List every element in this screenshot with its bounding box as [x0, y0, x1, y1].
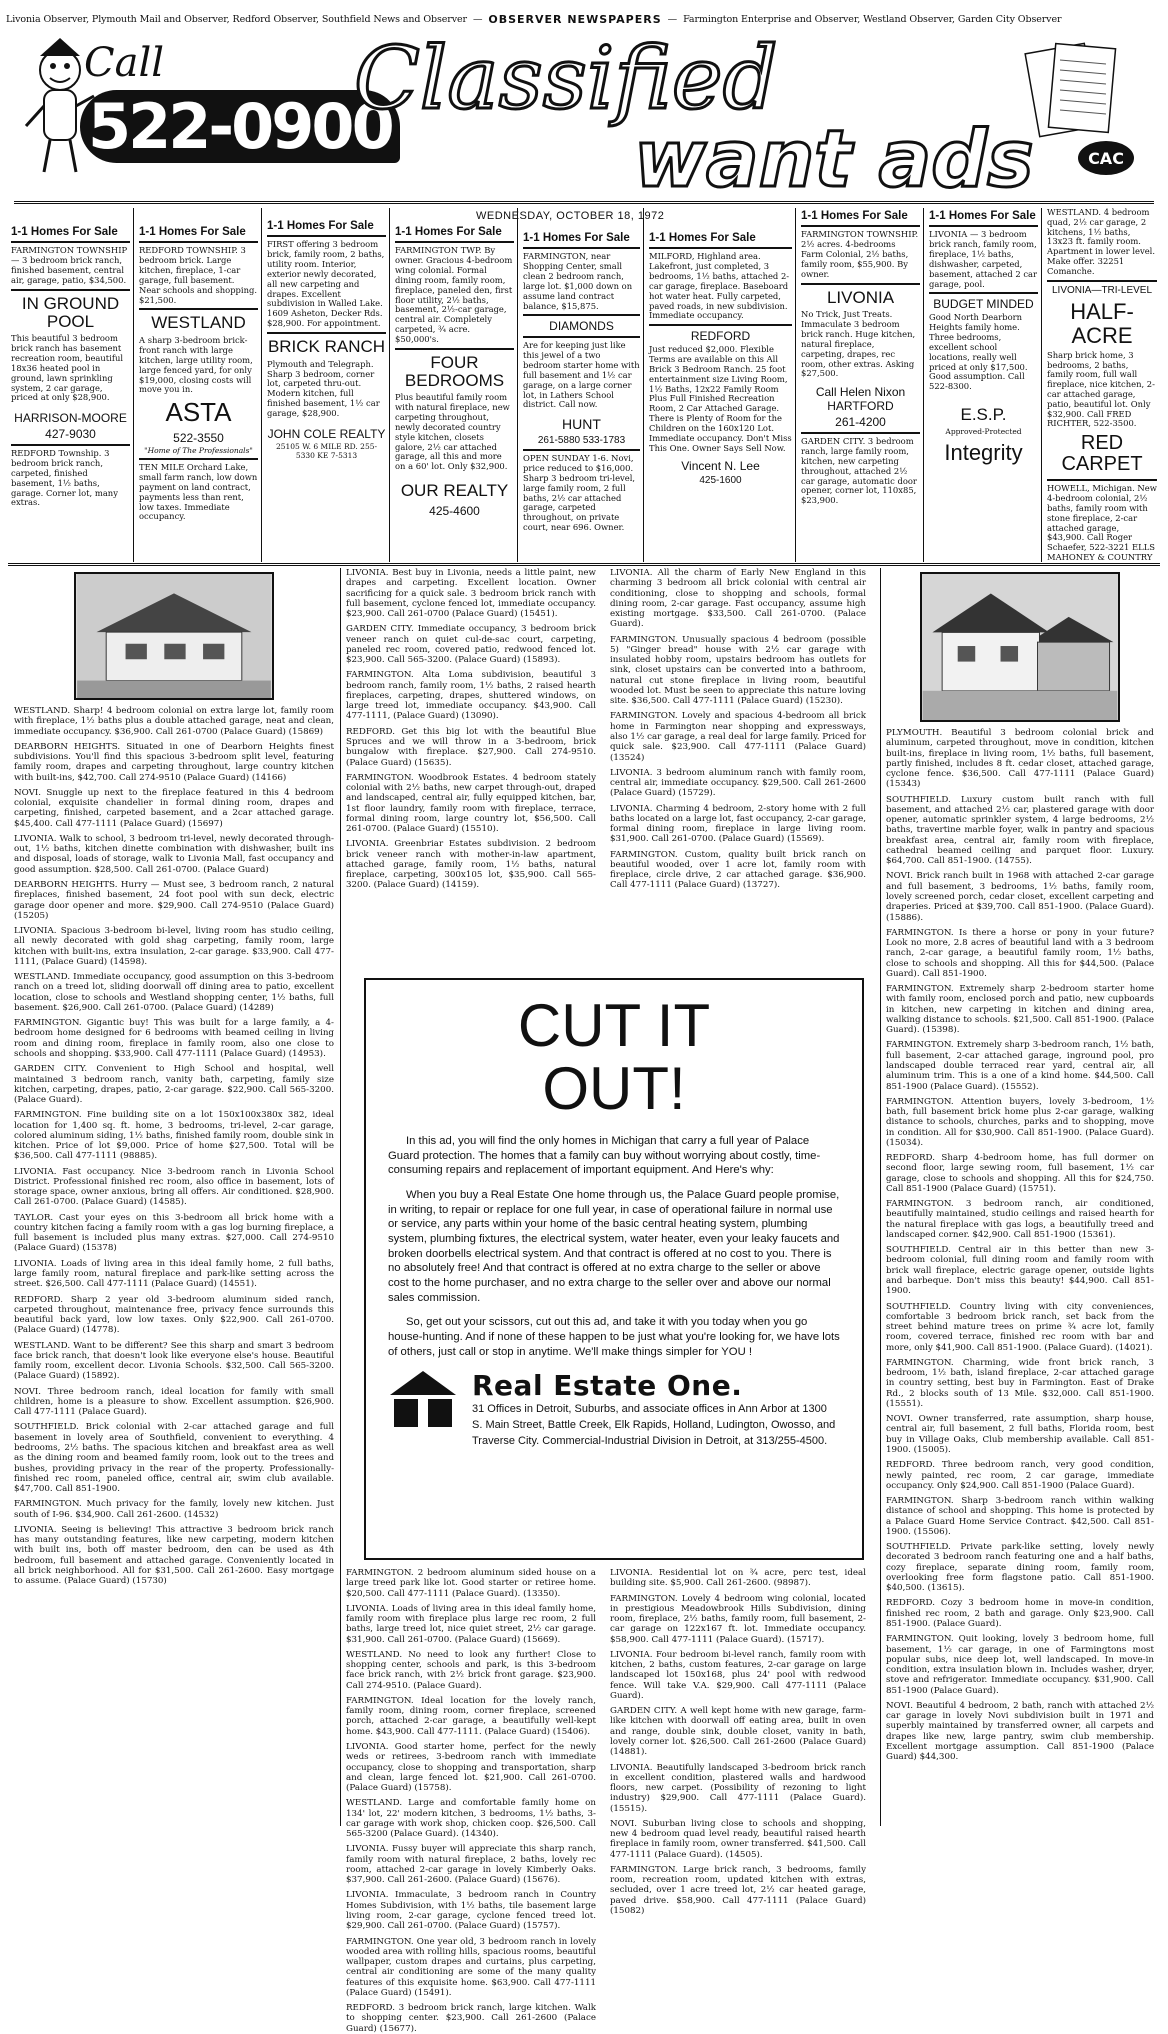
cut-it-out-ad: [364, 978, 864, 1560]
strip-center: OBSERVER NEWSPAPERS: [488, 12, 662, 26]
listing: LIVONIA. Loads of living area in this ideal family home, family room with fireplace plus large rec room, 2 full baths, large treed lot, nice quiet street, 2½ car garage. $31,900. Call 261-0700. (Palace Guard) (15669).: [346, 1603, 596, 1645]
listing: LIVONIA. Best buy in Livonia, needs a little paint, new drapes and carpeting. Excellent location. Owner sacrificing for a quick sale. 3 bedroom brick ranch with full basement, cyclone fenced lot, immediate occupancy. $23,900. Call 261-0700 (Palace Guard) (15451).: [346, 568, 596, 620]
house-photo: [920, 572, 1120, 722]
listing: REDFORD. Cozy 3 bedroom home in move-in condition, finished rec room, 2 bath and garage. Only $23,900. Call 851-1900. (Palace Guard).: [886, 1598, 1154, 1629]
listing: TAYLOR. Cast your eyes on this 3-bedroom all brick home with a country kitchen facing a family room with a gas log burning fireplace, a full basement is included plus many extras. $27,000. Call 274-9510 (Palace Guard) (15378): [14, 1212, 334, 1254]
ad-column-4: [392, 208, 518, 562]
ad-text: OPEN SUNDAY 1-6. Novi, price reduced to $16,000. Sharp 3 bedroom tri-level, large family room, 2 full baths, 2½ car attached garage, carpeted throughout, on private court, near 696. Owner.: [523, 453, 636, 533]
listing: LIVONIA. Good starter home, perfect for the newly weds or retirees, 3-bedroom ranch with immediate occupancy, close to shopping and transportation, sharp and clean, large fenced lot. $21,900. Call 261-0700. (Palace Guard) (15758).: [346, 1741, 596, 1794]
listing: FARMINGTON. Much privacy for the family, lovely new kitchen. Just south of I-96. $34,900. Call 261-2600. (14532): [14, 1499, 334, 1520]
ad-column-5: [520, 208, 644, 562]
call-label: Call: [84, 40, 165, 86]
ad-text: LIVONIA — 3 bedroom brick ranch, family room, fireplace, 1½ baths, dishwasher, carpeted, basement, attached 2 car garage, pool.: [929, 229, 1038, 289]
ad-text: FARMINGTON TWP. By owner. Gracious 4-bedroom wing colonial. Formal dining room, family room, fireplace, paneled den, first floor utility, 2½ baths, basement, 2½-car garage, central air. Completely carpeted, ¾ acre. $50,000's.: [395, 245, 513, 344]
ad-phone: 25105 W. 6 MILE RD. 255-5330 KE 7-5313: [275, 441, 378, 460]
house-photo-icon: [76, 574, 272, 698]
ad-firm: RED CARPET: [1061, 432, 1143, 476]
listing: DEARBORN HEIGHTS. Hurry — Must see, 3 bedroom ranch, 2 natural fireplaces, finished basement, 24 foot pool with sun deck, electric garage door opener and more. $29,900. Call 274-9510 (Palace Guard) (15205): [14, 879, 334, 921]
listing: WESTLAND. No need to look any further! Close to shopping center, schools and park, is this 3-bedroom face brick ranch, with 2½ brick front garage. $23,900. Call 274-9510. (Palace Guard).: [346, 1649, 596, 1691]
listing: FARMINGTON. Custom, quality built brick ranch on beautiful wooded, over 1 acre lot, family room with fireplace, circle drive, 2 car attached garage. $36,900. Call 477-1111 (Palace Guard) (13727).: [610, 849, 866, 891]
ad-firm: Vincent N. Lee: [681, 459, 760, 474]
ad-headline: WESTLAND: [151, 313, 246, 333]
ad-text: REDFORD Township. 3 bedroom brick ranch, carpeted, finished basement, 1½ baths, garage. Corner lot, many extras.: [11, 448, 118, 508]
listing: FARMINGTON. Lovely 4 bedroom wing colonial, located in prestigious Meadowbrook Hills Subdivision, dining room, fireplace, 2½ baths, family room, full basement, 2-car garage on 122x167 ft. lot. Immediate occupancy. $58,900. Call 477-1111 (Palace Guard). (15717).: [610, 1593, 866, 1645]
ad-firm: OUR REALTY: [400, 481, 509, 501]
listing: NOVI. Brick ranch built in 1968 with attached 2-car garage and full basement, 3 bedrooms, 1½ baths, family room, lovely screened porch, cedar closet, excellent carpeting and draperies. Priced at $39,700. Call 851-1900. (Palace Guard). (15886).: [886, 871, 1154, 923]
listing: LIVONIA. Fast occupancy. Nice 3-bedroom ranch in Livonia School District. Professional finished rec room, also office in basement, lots of storage space, owner anxious, bring all offers. Air conditioned. $28,900. Call 261-0700. (Palace Guard) (14585).: [14, 1166, 334, 1208]
ad-firm: HARRISON-MOORE: [14, 411, 127, 426]
ad-column-1: [8, 208, 134, 562]
listing: LIVONIA. Fussy buyer will appreciate this sharp ranch, family room with natural fireplace, 2 baths, lovely rec room, attached 2-car garage in lovely Kimberly Oaks. $37,900. Call 261-2600. (Palace Guard) (15676).: [346, 1844, 596, 1886]
column-rule: [880, 568, 881, 1826]
listing: FARMINGTON. 2 bedroom aluminum sided house on a large treed park like lot. Good starter or retiree home. $20,500. Call 477-1111 (Palace Guard). (13350).: [346, 1568, 596, 1599]
title-line2: want ads: [634, 115, 1034, 205]
strip-right: Farmington Enterprise and Observer, Westland Observer, Garden City Observer: [683, 13, 1062, 25]
ad-column-6: [646, 208, 796, 562]
listing: FARMINGTON. Extremely sharp 3-bedroom ranch, 1½ bath, full basement, 2-car attached garage, inground pool, pro landscaped double terraced rear yard, central air, all aluminum trim. This is a one of a kind home. $44,500. Call 851-1900 (Palace Guard). (15552).: [886, 1040, 1154, 1092]
listing: PLYMOUTH. Beautiful 3 bedroom colonial brick and aluminum, carpeted throughout, move in condition, kitchen built-ins, fireplace in living room, 1½ baths, full basement, partly finished, includes 8 ft. cedar closet, attached garage, cyclone fence. $36,500. Call 477-1111 (Palace Guard) (15343): [886, 728, 1154, 790]
brand-offices: 31 Offices in Detroit, Suburbs, and associate offices in Ann Arbor at 1300 S. Main Street, Battle Creek, Elk Rapids, Holland, Ludington, Owosso, and Traverse City. Commercial-Industrial Division in Detroit, at 313/255-4500.: [472, 1403, 836, 1448]
cac-cards-illustration: [1022, 40, 1140, 190]
listing: FARMINGTON. Attention buyers, lovely 3-bedroom, 1½ bath, full basement brick home plus 2-car garage, walking distance to schools, churches, parks and to shopping, move in condition. All for $30,900. Call 851-1900. (Palace Guard). (15034).: [886, 1096, 1154, 1148]
listing: SOUTHFIELD. Country living with city conveniences, comfortable 3 bedroom brick ranch, set back from the street behind mature trees on prime ¾ acre lot, family room, covered terrace, finished rec room with bar and more, only $41,900. Call 851-1900. (Palace Guard). (14021).: [886, 1301, 1154, 1353]
listing: FARMINGTON. Alta Loma subdivision, beautiful 3 bedroom ranch, family room, 1½ baths, 2 raised hearth fireplaces, carpeting, drapes, shuttered windows, on large treed lot, immediate occupancy. $43,900. Call 477-1111, (Palace Guard) (13090).: [346, 670, 596, 722]
section-header: 1-1 Homes For Sale: [395, 224, 514, 243]
ad-tagline: "Home of The Professionals": [144, 445, 253, 455]
ad-headline: IN GROUND POOL: [21, 293, 120, 331]
listing: SOUTHFIELD. Luxury custom built ranch with full basement, and attached 2½ car, plastered garage with door opener, automatic sprinkler system, 4 large bedrooms, 2½ baths, travertine marble foyer, walk in pantry and spacious breakfast area, central air, family room with fireplace, cathedral beamed ceiling and parquet floor. Luxury. $64,700. Call 851-1900. (14755).: [886, 794, 1154, 867]
ad-column-8: [926, 208, 1042, 562]
cut-headline-2: OUT!: [542, 1055, 686, 1122]
listing: FARMINGTON. Lovely and spacious 4-bedroom all brick home in Farmington near shopping and expressways, also 1½ car garage, a real deal for large family. Priced for quick sale. $23,900. Call 477-1111 (Palace Guard) (13524): [610, 711, 866, 763]
ad-headline-2: HALF-ACRE: [1070, 299, 1134, 348]
ad-phone: 425-4600: [429, 503, 480, 518]
section-header: 1-1 Homes For Sale: [267, 218, 386, 237]
ad-text: A sharp 3-bedroom brick-front ranch with large kitchen, large utility room, large fenced yard, for only $19,000, closing costs will move you in.: [139, 335, 253, 395]
listing: FARMINGTON. Woodbrook Estates. 4 bedroom stately colonial with 2½ baths, new carpet through-out, draped and landscaped, central air, fully equipped kitchen, bar, 1st floor laundry, family room with fireplace, terrace, formal dining room, large country lot, $56,500. Call 261-0700. (Palace Guard) (15510).: [346, 772, 596, 835]
listing: GARDEN CITY. A well kept home with new garage, farm-like kitchen with doorwall off eating area, built in oven and range, double sink, double closet, vanity in bath, lovely corner lot. $26,500. Call 261-2600 (Palace Guard) (14881).: [610, 1706, 866, 1758]
listing: FARMINGTON. Charming, wide front brick ranch, 3 bedroom, 1½ bath, island fireplace, 2-car attached garage in country setting, best buy in Farmington. East of Drake Rd., 2 blocks south of 13 Mile. $32,000. Call 851-1900. (15551).: [886, 1357, 1154, 1409]
ad-firm: ASTA: [165, 397, 232, 428]
listing: NOVI. Suburban living close to schools and shopping, new 4 bedroom quad level ready, beautiful raised hearth fireplace in family room, owner transferred. $41,500. Call 477-1111 (Palace Guard). (14505).: [610, 1818, 866, 1860]
listing: LIVONIA. Residential lot on ¾ acre, perc test, ideal building site. $5,900. Call 261-2600. (98987).: [610, 1568, 866, 1589]
listing: REDFORD. 3 bedroom brick ranch, large kitchen. Walk to shopping center. $23,900. Call 261-2600 (Palace Guard) (15677).: [346, 2003, 596, 2034]
section-divider: [8, 563, 1160, 566]
listing: LIVONIA. All the charm of Early New England in this charming 3 bedroom all brick colonial with central air conditioning, close to shopping and schools, formal dining room, 2-car garage. Fast occupancy, assume high existing mortgage. $33,500. Call 261-0700. (Palace Guard).: [610, 568, 866, 630]
listing: WESTLAND. Sharp! 4 bedroom colonial on extra large lot, family room with fireplace, 1½ baths plus a double attached garage, neat and clean, immediate occupancy. $36,900. Call 261-0700 (Palace Guard) (15869): [14, 706, 334, 737]
listing: WESTLAND. Immediate occupancy, good assumption on this 3-bedroom ranch on a treed lot, sliding doorwall off dining area to patio, excellent location, close to schools and Westland shopping center, 1½ baths, full basement. $26,900. Call 261-0700. (Palace Guard) (14289): [14, 972, 334, 1013]
listing: REDFORD. Sharp 2 year old 3-bedroom aluminum sided ranch, carpeted throughout, maintenance free, privacy fence surrounds this beautiful back yard, low low taxes. Only $22,900. Call 261-0700. (Palace Guard) (14778).: [14, 1294, 334, 1336]
cut-paragraph: When you buy a Real Estate One home through us, the Palace Guard people promise, in writing, to repair or replace for one full year, in case of operational failure in normal use or service, any parts within your home of the basic central heating system, plumbing system, plumbing fixtures, the electrical system, water heater, even your leaky faucets and broken doorbells electrical system. And that contract is offered at no cost to you. There is no absolutely free! And that contract is offered at no extra charge to the seller or above cost to the home purchaser, and no extra charge to the seller over and above our normal sales commission.: [388, 1189, 840, 1304]
ad-text: Plus beautiful family room with natural fireplace, new carpeting throughout, newly decorated country style kitchen, closets galore, 2½ car attached garage, all this and more on a 60' lot. Only $32,900.: [395, 392, 510, 472]
ad-headline: LIVONIA: [826, 287, 895, 307]
listing: FARMINGTON. Large brick ranch, 3 bedrooms, family room, recreation room, updated kitchen with extras, secluded, over 1 acre treed lot, 2½ car heated garage, paved drive. $58,900. Call 477-1111 (Palace Guard) (15082): [610, 1864, 866, 1916]
ad-firm: JOHN COLE REALTY: [267, 426, 386, 441]
listing: LIVONIA. Seeing is believing! This attractive 3 bedroom brick ranch has many outstanding features, like new carpeting, modern kitchen with built ins, both off master bedroom, den can be used as 4th bedroom, full basement and attached garage. Conveniently located in all brick neighborhood. All for $31,500. Call 261-2600. Easy mortgage to assume. (Palace Guard) (15730): [14, 1524, 334, 1587]
listing: LIVONIA. Loads of living area in this ideal family home, 2 full baths, large family room, natural fireplace and park-like setting across the street. $26,500. Call 477-1111 (Palace Guard) (14551).: [14, 1258, 334, 1290]
ad-text: Are for keeping just like this jewel of a two bedroom starter home with full basement and 1½ car garage, on a large corner lot, in Lathers School district. Call now.: [523, 340, 640, 410]
title-line1: Classified: [354, 29, 778, 129]
listing: SOUTHFIELD. Central air in this better than new 3-bedroom colonial, full dining room and family room with brick wall fireplace, electric garage opener, outside lights and barbeque. Don't miss this beauty! $44,900. Call 851-1900.: [886, 1245, 1154, 1297]
listing-column-1: [14, 572, 334, 1822]
listing: FARMINGTON. 3 bedroom ranch, air conditioned, beautifully maintained, studio ceilings and raised hearth for the natural fireplace with gas logs, a beautifully treed and landscaped corner. $42,900. Call 851-1900 (15361).: [886, 1199, 1154, 1240]
ad-column-9: [1044, 208, 1160, 562]
listing: FARMINGTON. Quit looking, lovely 3 bedroom home, full basement, 1½ car garage, in one of Farmingtons most popular subs, nice deep lot, well landscaped. In move-in condition, extra insulation blown in. Includes washer, dryer, stove and refrigerator. Immediate occupancy. $31,900. Call 851-1900 (Palace Guard).: [886, 1634, 1154, 1696]
listing: REDFORD. Get this big lot with the beautiful Blue Spruces and we will throw in a 3-bedroom, brick bungalow with fireplace. $27,900. Call 274-9510. (Palace Guard) (15635).: [346, 726, 596, 768]
listing: NOVI. Owner transferred, rate assumption, sharp house, central air, full basement, 2 full baths, Florida room, best buy in Village Oaks, Club membership available. Call 851-1900. (15005).: [886, 1414, 1154, 1455]
listing: FARMINGTON. Is there a horse or pony in your future? Look no more, 2.8 acres of beautiful land with a 3 bedroom ranch, 2-car garage, a beautiful family room, 1½ baths, close to schools and shopping. All this for $44,500. (Palace Guard). Call 851-1900.: [886, 927, 1154, 979]
ad-text: Good North Dearborn Heights family home. Three bedrooms, excellent school locations, really well priced at only $17,500. Good assumption. Call 522-8300.: [929, 312, 1028, 392]
listing: DEARBORN HEIGHTS. Situated in one of Dearborn Heights finest subdivisions. You'll find this spacious 3-bedroom split level, featuring family room, drapes and carpeting throughout, large country kitchen with built-ins, $42,700. Call 274-9510 (Palace Guard) (14166): [14, 741, 334, 783]
ad-firm: HUNT: [562, 416, 601, 433]
section-header: 1-1 Homes For Sale: [929, 208, 1038, 227]
listing: FARMINGTON. Extremely sharp 2-bedroom starter home with family room, enclosed porch and patio, new cupboards in kitchen, new carpeting in kitchen and dining area, walking distance to schools. $21,500. Call 851-1900. (Palace Guard). (15398).: [886, 984, 1154, 1036]
ad-text: Plymouth and Telegraph. Sharp 3 bedroom, corner lot, carpeted thru-out. Modern kitchen, full finished basement, 1½ car garage, $28,900.: [267, 358, 380, 418]
listing-column-3-bottom: [610, 1568, 866, 1916]
ad-text: Just reduced $2,000. Flexible Terms are available on this All Brick 3 Bedroom Ranch. 25 foot entertainment size Living Room, 1½ Baths, 12x22 Family Room Plus Full Finished Recreation Room, 2 Car Attached Garage. There is Plenty of Room for the Children on the 160x120 Lot. Immediate occupancy. Don't Miss This One. Owner Says Sell Now.: [649, 344, 792, 453]
listing: FARMINGTON. Fine building site on a lot 150x100x380x 382, ideal location for 1,400 sq. ft. home, 3 bedrooms, tri-level, 2-car garage, colored aluminum siding, 1½ baths, finished family room, double sink in kitchen. Price of lot $9,000. Price of home $27,500. Total will be $36,500. Call 477-1111 (98885).: [14, 1110, 334, 1162]
house-photo: [74, 572, 274, 700]
ad-headline: REDFORD: [690, 329, 751, 344]
phone-number: 522-0900: [80, 90, 400, 163]
house-photo-icon: [922, 574, 1118, 720]
listing-column-2: [346, 568, 596, 968]
ad-phone: 425-1600: [699, 475, 742, 487]
listing-column-4: [886, 572, 1154, 1822]
listing: LIVONIA. Greenbriar Estates subdivision. 2 bedroom brick veneer ranch with mother-in-law apartment, attached garage, family room, 1½ baths, natural fireplace, carpeting, 300x105 lot, $35,900. Call 565-3200. (Palace Guard) (14159).: [346, 839, 596, 891]
ad-text: This beautiful 3 bedroom brick ranch has basement recreation room, beautiful 18x36 heated pool in ground, lawn sprinkling system, 2 car garage, priced at only $28,900.: [11, 333, 124, 403]
ad-phone: 522-3550: [173, 430, 224, 445]
ad-text: WESTLAND. 4 bedroom quad, 2½ car garage, 2 kitchens, 1½ baths, 13x23 ft. family room. Apartment in lower level. Make offer. 32251 Comanche.: [1047, 207, 1155, 276]
ad-phone: Approved-Protected: [945, 426, 1022, 436]
listing: NOVI. Beautiful 4 bedroom, 2 bath, ranch with attached 2½ car garage in lovely Novi subdivision built in 1971 and superbly maintained by transferred owner, all carpets and drapes like new, large pantry, swim club membership. Excellent mortgage assumption. Call 851-1900 (Palace Guard) $44,300.: [886, 1700, 1154, 1763]
listing-column-2-bottom: [346, 1568, 597, 2034]
cut-headline-1: CUT IT: [517, 992, 711, 1059]
section-header: 1-1 Homes For Sale: [11, 224, 130, 243]
ad-firm: E.S.P.: [960, 405, 1007, 425]
ad-text: FARMINGTON TOWNSHIP. 2½ acres. 4-bedrooms Farm Colonial, 2½ baths, family room, $55,900. By owner.: [801, 229, 919, 279]
ad-text: MILFORD, Highland area. Lakefront, just completed, 3 bedrooms, 1½ baths, attached 2-car garage, fireplace. Baseboard hot water heat. Fully carpeted, paved roads, in new subdivision. Immediate occupancy.: [649, 251, 790, 321]
section-header: 1-1 Homes For Sale: [649, 230, 792, 249]
cut-paragraph: So, get out your scissors, cut out this ad, and take it with you today when you go house-hunting. And if none of these happen to be just what you're looking for, we have lots of others, just call or stop in anytime. We'll make things simpler for YOU !: [388, 1316, 840, 1358]
listing: FARMINGTON. One year old, 3 bedroom ranch in lovely wooded area with rolling hills, spacious rooms, beautiful wallpaper, custom drapes and curtains, plus carpeting, central air conditioning are some of the many quality features of this exquisite home. $63,900. Call 477-1111 (Palace Guard) (15491).: [346, 1936, 597, 1998]
newspaper-top-strip: Livonia Observer, Plymouth Mail and Observer, Redford Observer, Southfield News and Observer — OBSERVER NEWSPAPERS — Farmington Enterprise and Observer, Westland Observer, Garden City Observer: [6, 12, 1062, 26]
listing: LIVONIA. Charming 4 bedroom, 2-story home with 2 full baths located on a large lot, fast occupancy, 2-car garage, formal dining room, fireplace in large living room. $31,900. Call 261-0700. (Palace Guard) (15569).: [610, 803, 866, 845]
listing: LIVONIA. Immaculate, 3 bedroom ranch in Country Homes Subdivision, with 1½ baths, tile basement large living room, 2-car garage, cyclone fenced treed lot. $29,900. Call 261-0700. (Palace Guard) (15757).: [346, 1890, 596, 1932]
listing: LIVONIA. Walk to school, 3 bedroom tri-level, newly decorated through-out, 1½ baths, kitchen dinette combination with dishwasher, built ins and disposal, loads of storage, walk to Livonia Mall, fast occupancy and good assumption. $28,500. Call 261-0700. (Palace Guard): [14, 833, 334, 875]
listing: GARDEN CITY. Immediate occupancy, 3 bedroom brick veneer ranch on quiet cul-de-sac court, carpeting, paneled rec room, covered patio, redwood fenced lot. $23,900. Call 565-3200. (Palace Guard) (15893).: [346, 624, 596, 666]
ad-text: No Trick, Just Treats. Immaculate 3 bedroom brick ranch. Huge kitchen, natural fireplace, carpeting, drapes, rec room, other extras. Asking $27,500.: [801, 309, 916, 379]
listing: GARDEN CITY. Convenient to High School and hospital, well maintained 3 bedroom ranch, vanity bath, carpeting, family size kitchen, carpeting, drapes, patio, 2-car garage. $22,900. Call 565-3200. (Palace Guard).: [14, 1064, 334, 1106]
real-estate-one-logo: [388, 1369, 840, 1450]
column-rule: [340, 568, 341, 1826]
ad-headline: FOUR BEDROOMS: [404, 352, 505, 390]
ad-phone: 261-4200: [835, 415, 886, 430]
ad-text: Sharp brick home, 3 bedrooms, 2 baths, family room, full wall fireplace, nice kitchen, 2-car attached garage, patio, beautiful lot. Only $32,900. Call FRED RICHTER, 522-3500.: [1047, 349, 1155, 429]
ad-tagline: Integrity: [944, 439, 1023, 465]
listing-column-3: [610, 568, 866, 968]
listing: LIVONIA. 3 bedroom aluminum ranch with family room, central air, immediate occupancy. $29,500. Call 261-2600 (Palace Guard) (15729).: [610, 767, 866, 799]
ad-text: FARMINGTON, near Shopping Center, small clean 2 bedroom ranch, large lot. $1,000 down on assume land contract balance, $15,875.: [523, 251, 633, 311]
listing: REDFORD. Three bedroom ranch, very good condition, newly painted, rec room, 2 car garage, immediate occupancy. Only $24,900. Call 851-1900 (Palace Guard).: [886, 1460, 1154, 1491]
cut-paragraph: In this ad, you will find the only homes in Michigan that carry a full year of Palace Guard protection. The homes that a family can buy without worrying about costly, time-consuming repairs and replacement of important equipment. And Here's why:: [388, 1135, 821, 1177]
listing: FARMINGTON. Unusually spacious 4 bedroom (possible 5) "Ginger bread" house with 2½ car garage with insulated hobby room, upstairs bedroom has outlets for sink, closet upstairs can be converted into a bathroom, natural cut stone fireplace in living room, beautiful wooded lot. Must be seen to appreciate this nature loving site. $36,500. Call 477-1111 (Palace Guard) (15230).: [610, 634, 866, 707]
ad-firm: Call Helen Nixon HARTFORD: [815, 385, 906, 414]
section-header: 1-1 Homes For Sale: [139, 224, 258, 243]
listing: WESTLAND. Large and comfortable family home on 134' lot, 22' modern kitchen, 3 bedrooms, 1½ baths, 3-car garage with work shop, chicken coop. $26,500. Call 565-3200 (Palace Guard). (14340).: [346, 1798, 596, 1840]
ad-text: FIRST offering 3 bedroom brick, family room, 2 baths, utility room. Interior, exterior newly decorated, all new carpeting and drapes. Excellent subdivision in Walled Lake. 1609 Asheton, Decker Rds. $28,900. For appointment.: [267, 239, 385, 329]
strip-left: Livonia Observer, Plymouth Mail and Observer, Redford Observer, Southfield News and Observer: [6, 13, 467, 25]
listing: WESTLAND. Want to be different? See this sharp and smart 3 bedroom face brick ranch, that doesn't look like everyone else's house. Beautiful family room, excellent decor. Livonia Schools. $32,500. Call 565-3200. (Palace Guard) (15892).: [14, 1340, 334, 1382]
cac-badge: CAC: [1088, 149, 1124, 168]
section-header: 1-1 Homes For Sale: [523, 230, 640, 249]
listing: NOVI. Snuggle up next to the fireplace featured in this 4 bedroom colonial, exquisite chandelier in formal dining room, drapes and carpeting, finished, carpeted basement, and a 2car attached garage. $45,400. Call 477-1111 (Palace Guard) (15697): [14, 787, 334, 829]
dateline: WEDNESDAY, OCTOBER 18, 1972: [476, 210, 665, 222]
listing: LIVONIA. Spacious 3-bedroom bi-level, living room has studio ceiling, all newly decorated with gold shag carpeting, family room, large kitchen with built-ins, extra insulation, 2-car garage. $33,900. Call 477-1111, (Palace Guard) (14598).: [14, 926, 334, 967]
ad-column-7: [798, 208, 924, 562]
listing: LIVONIA. Four bedroom bi-level ranch, family room with kitchen, 2 baths, custom features, 2-car garage on large landscaped lot 150x168, plus 24' pool with redwood fence. Will take V.A. $29,900. Call 477-1111 (Palace Guard).: [610, 1649, 866, 1701]
ad-text: GARDEN CITY. 3 bedroom ranch, large family room, kitchen, new carpeting throughout, attached 2½ car garage, automatic door opener, corner lot, 110x85, $23,900.: [801, 436, 917, 506]
house-logo-icon: [388, 1369, 458, 1429]
listing: SOUTHFIELD. Brick colonial with 2-car attached garage and full basement in lovely area of Southfield, convenient to everything. 4 bedrooms, 2½ baths. The spacious kitchen and breakfast area as well as the dining room and beamed family room, look out to the trees and bushes, providing privacy in the rear of the property. Professionally-finished rec room, paneled office, central air, swim club available. $47,700. Call 851-1900.: [14, 1422, 334, 1495]
listing: LIVONIA. Beautifully landscaped 3-bedroom brick ranch in excellent condition, plastered walls and hardwood floors, new carpet. (Possibility of rezoning to light industry) $29,900. Call 477-1111 (Palace Guard). (15515).: [610, 1762, 866, 1814]
listing: REDFORD. Sharp 4-bedroom home, has full dormer on second floor, large sewing room, full basement, 1½ car garage, close to schools and shopping. All this for $24,750. Call 851-1900 (Palace Guard) (15751).: [886, 1153, 1154, 1194]
classified-masthead: [14, 29, 1154, 205]
ad-column-3: [264, 208, 390, 562]
ad-headline: LIVONIA—TRI-LEVEL: [1051, 284, 1153, 296]
listing: FARMINGTON. Sharp 3-bedroom ranch within walking distance of school and shopping. This home is protected by a Palace Guard Home Service Contract. $42,500. Call 851-1900. (15506).: [886, 1496, 1154, 1537]
listing: FARMINGTON. Ideal location for the lovely ranch, family room, dining room, corner fireplace, screened porch, attached 2-car garage, a beautifully well-kept home. $43,900. Call 477-1111. (Palace Guard) (15406).: [346, 1695, 596, 1737]
ad-text: FARMINGTON TOWNSHIP — 3 bedroom brick ranch, finished basement, central air, garage, patio, $34,500.: [11, 245, 128, 285]
ad-headline: BRICK RANCH: [267, 336, 386, 356]
ad-headline: DIAMONDS: [549, 319, 614, 334]
ad-text: HOWELL, Michigan. New 4-bedroom colonial, 2½ baths, family room with stone fireplace, 2-car attached garage, $43,900. Call Roger Schaefer, 522-3221 ELLS MAHONEY & COUNTRY: [1047, 483, 1157, 563]
classified-want-ads-wordmark: [344, 29, 1044, 205]
listing: FARMINGTON. Gigantic buy! This was built for a large family, a 4-bedroom home designed for 6 bedrooms with beamed ceiling in living room and dining room, fireplace in family room, also one close to schools and shopping. $33,900. Call 477-1111 (Palace Guard) (14953).: [14, 1018, 334, 1059]
ad-headline: BUDGET MINDED: [933, 297, 1034, 312]
listing: SOUTHFIELD. Private park-like setting, lovely newly decorated 3 bedroom ranch featuring one and a half baths, cozy fireplace, separate dining room, family room, overlooking free form flagstone patio. Call 851-1900. $40,500. (13615).: [886, 1542, 1154, 1594]
ad-phone: 261-5880 533-1783: [537, 434, 626, 446]
ad-text: REDFORD TOWNSHIP. 3 bedroom brick. Large kitchen, fireplace, 1-car garage, full basement. Near schools and shopping. $21,500.: [139, 245, 258, 305]
brand-name: Real Estate One.: [472, 1369, 743, 1403]
section-header: 1-1 Homes For Sale: [801, 208, 920, 227]
top-ad-row: [8, 208, 1160, 562]
ad-phone: 427-9030: [45, 427, 96, 442]
listing: NOVI. Three bedroom ranch, ideal location for family with small children, home is a pleasure to show. Excellent assumption. $26,900. Call 477-1111 (Palace Guard).: [14, 1386, 334, 1418]
ad-column-2: [136, 208, 262, 562]
ad-text: TEN MILE Orchard Lake, small farm ranch, low down payment on land contract, payments less than rent, low taxes. Immediate occupancy.: [139, 462, 258, 522]
